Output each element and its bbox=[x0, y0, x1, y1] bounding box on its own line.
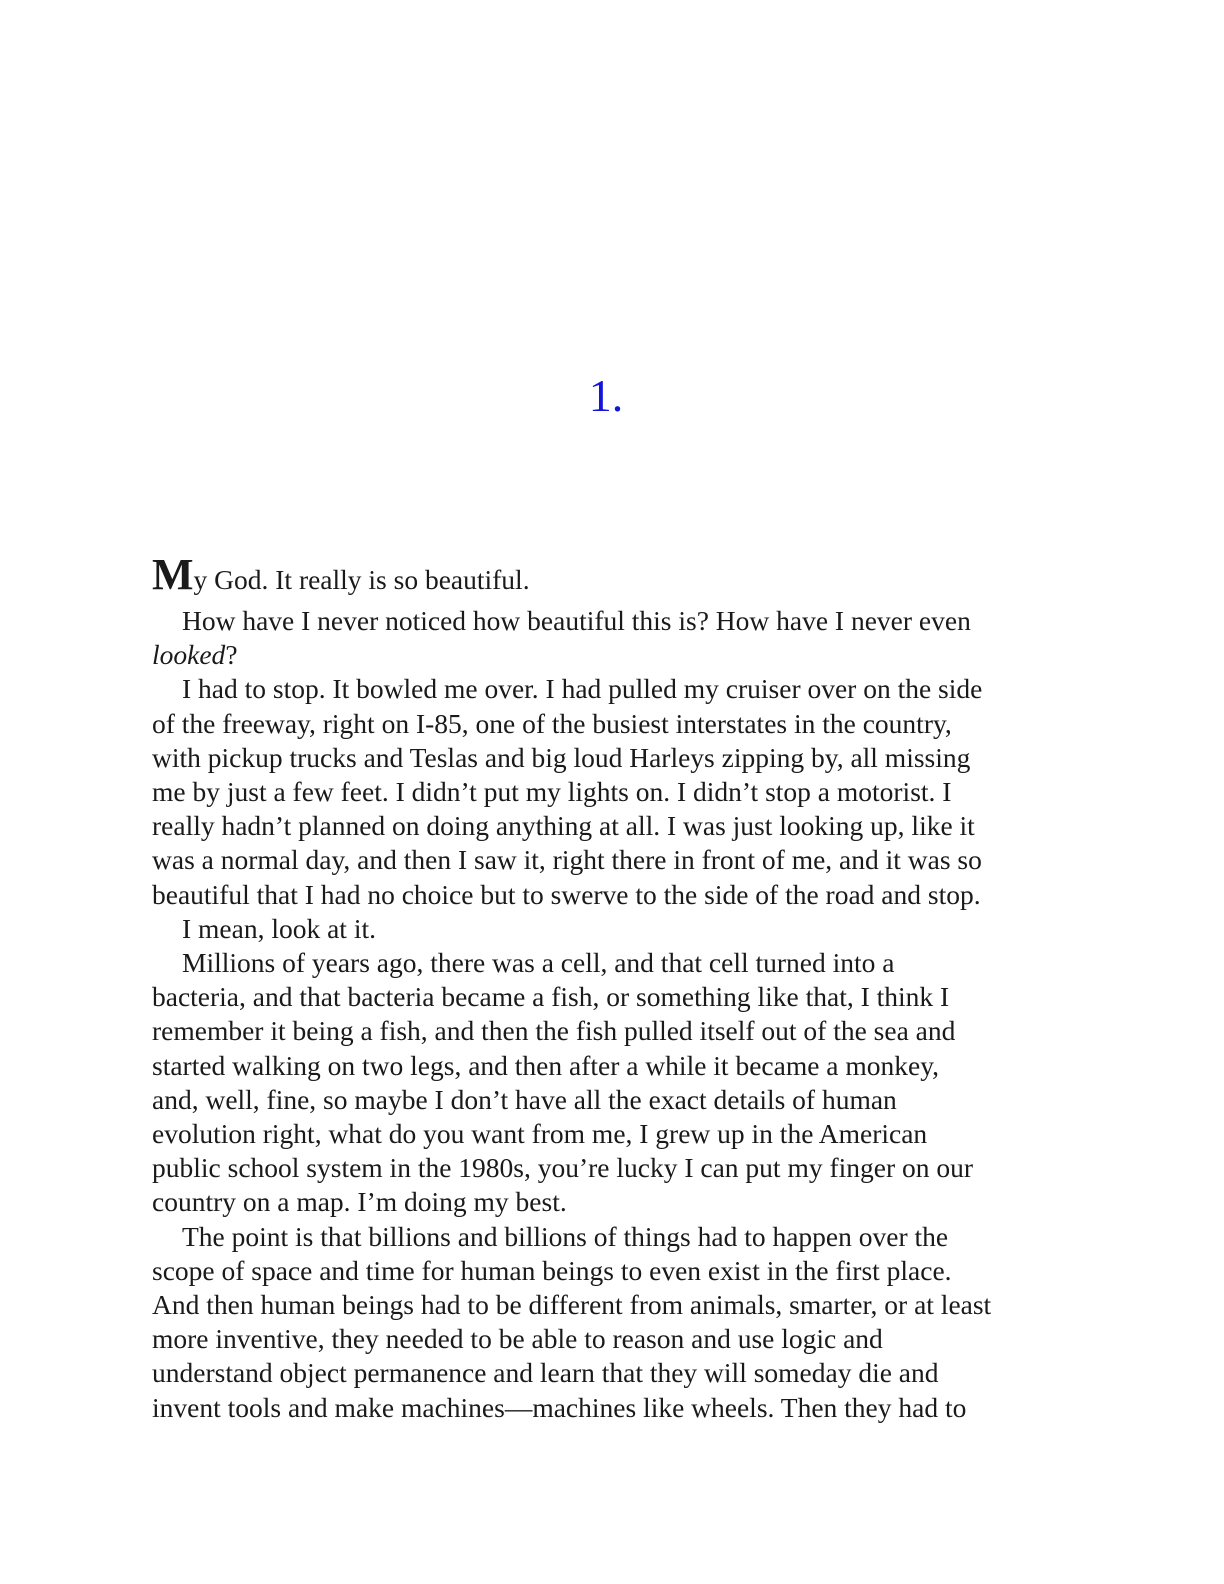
paragraph-1-text: y God. It really is so beautiful. bbox=[193, 564, 530, 595]
paragraph-5-line: bacteria, and that bacteria became a fish, or something like that, I think I bbox=[152, 981, 950, 1013]
paragraph-3-line: of the freeway, right on I-85, one of the busiest interstates in the country, bbox=[152, 707, 952, 739]
paragraph-3-line: really hadn’t planned on doing anything at all. I was just looking up, like it bbox=[152, 810, 975, 842]
paragraph-3-line: me by just a few feet. I didn’t put my lights on. I didn’t stop a motorist. I bbox=[152, 776, 952, 808]
paragraph-2-end: ? bbox=[225, 639, 238, 671]
paragraph-6-line: The point is that billions and billions of things had to happen over the bbox=[182, 1220, 949, 1252]
paragraph-5-line: started walking on two legs, and then after a while it became a monkey, bbox=[152, 1049, 940, 1081]
paragraph-5-line: public school system in the 1980s, you’re lucky I can put my finger on our bbox=[152, 1152, 974, 1184]
paragraph-6-line: invent tools and make machines—machines like wheels. Then they had to bbox=[152, 1391, 967, 1423]
italic-word: looked bbox=[152, 639, 226, 671]
paragraph-2-line bbox=[152, 638, 1072, 672]
paragraph-3-line: was a normal day, and then I saw it, right there in front of me, and it was so bbox=[152, 844, 982, 876]
chapter-number: 1. bbox=[588, 370, 624, 421]
paragraph-3-line: I had to stop. It bowled me over. I had pulled my cruiser over on the side bbox=[182, 673, 983, 705]
paragraph-6-line: scope of space and time for human beings to even exist in the first place. bbox=[152, 1254, 952, 1286]
paragraph-5-line: Millions of years ago, there was a cell, and that cell turned into a bbox=[182, 947, 895, 979]
paragraph-2-line: How have I never noticed how beautiful this is? How have I never even bbox=[182, 605, 971, 636]
paragraph-3-line: with pickup trucks and Teslas and big loud Harleys zipping by, all missing bbox=[152, 741, 971, 773]
paragraph-6-line: And then human beings had to be different from animals, smarter, or at least bbox=[152, 1289, 992, 1321]
paragraph-3-line: beautiful that I had no choice but to swerve to the side of the road and stop. bbox=[152, 878, 981, 910]
paragraph-6-line: more inventive, they needed to be able to reason and use logic and bbox=[152, 1323, 883, 1355]
drop-cap: M bbox=[152, 550, 194, 599]
paragraph-6-line: understand object permanence and learn that they will someday die and bbox=[152, 1357, 939, 1389]
paragraph-5-line: remember it being a fish, and then the fish pulled itself out of the sea and bbox=[152, 1015, 956, 1047]
paragraph-5-line: evolution right, what do you want from me, I grew up in the American bbox=[152, 1118, 928, 1150]
paragraph-5-line: and, well, fine, so maybe I don’t have all the exact details of human bbox=[152, 1083, 897, 1115]
paragraph-4-line: I mean, look at it. bbox=[182, 912, 376, 944]
paragraph-1 bbox=[152, 550, 1072, 604]
paragraph-5-line: country on a map. I’m doing my best. bbox=[152, 1186, 567, 1218]
body-text bbox=[152, 550, 1072, 1425]
